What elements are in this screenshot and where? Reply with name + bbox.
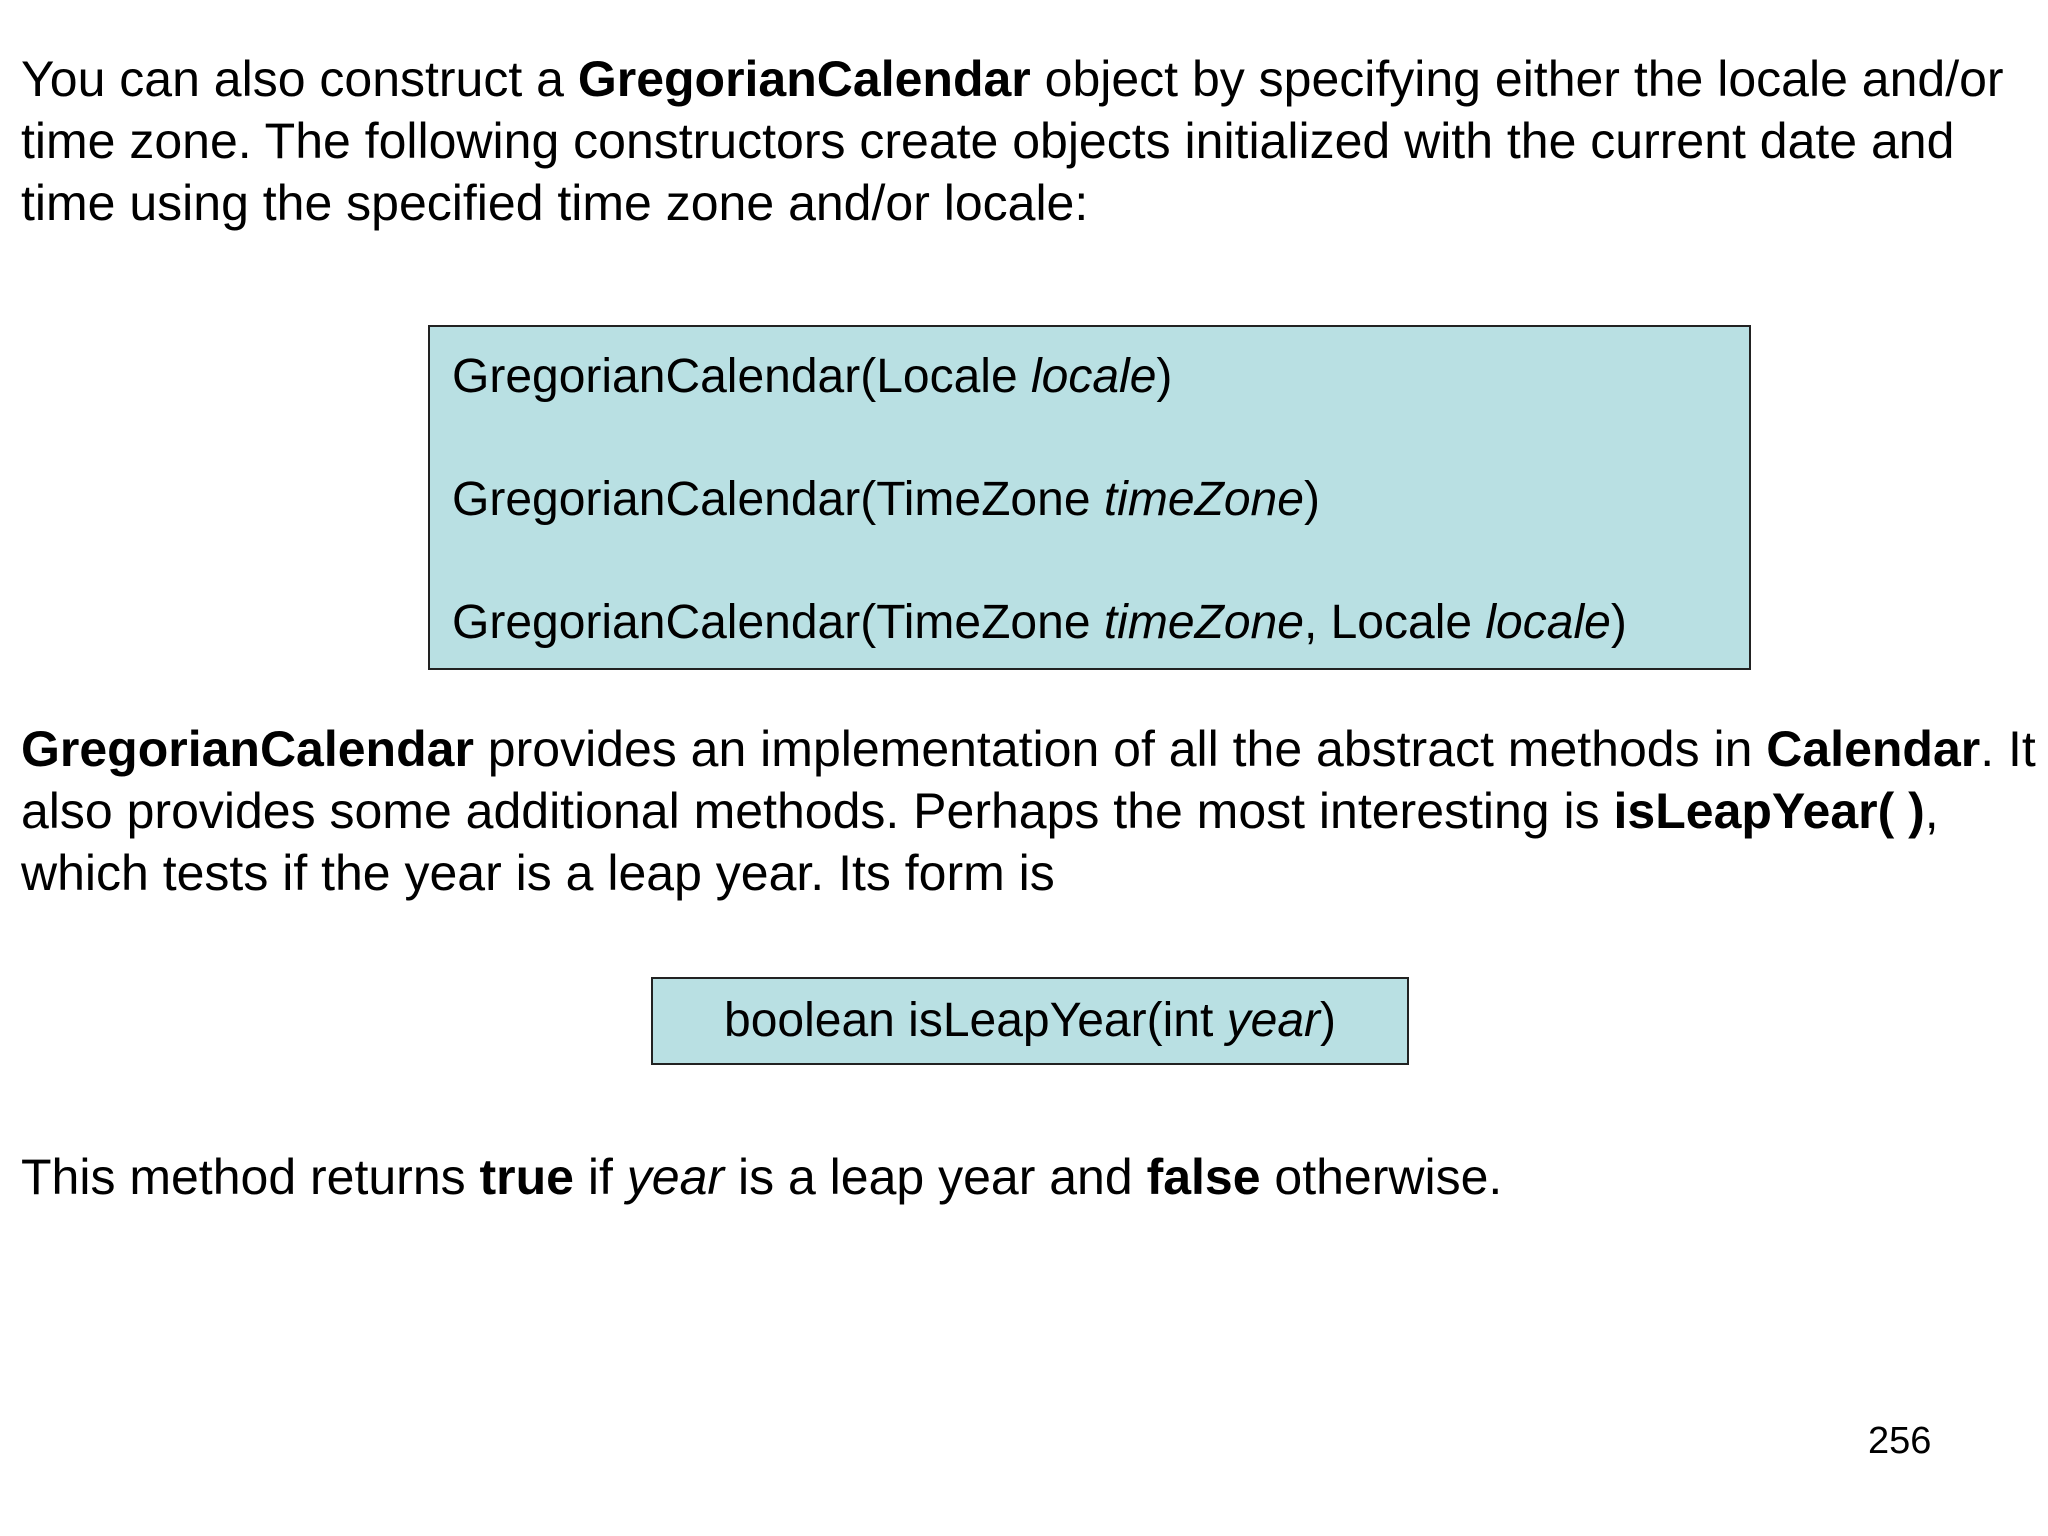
returns-text-1: This method returns xyxy=(21,1149,480,1205)
intro-text-1: You can also construct a xyxy=(21,51,578,107)
leap-signature-prefix: boolean isLeapYear(int xyxy=(724,994,1227,1047)
returns-text-3: is a leap year and xyxy=(724,1149,1147,1205)
leap-year-code-box xyxy=(651,977,1409,1065)
constructor-tzl-param-locale: locale xyxy=(1485,596,1611,649)
desc-method-name: isLeapYear( ) xyxy=(1613,783,1925,839)
intro-text-2: object by specifying either the locale and/or time zone. The following constructors create objects initialized with the current date and time using the specified time zone and/or locale: xyxy=(21,51,2004,231)
constructor-tzl-suffix: ) xyxy=(1610,596,1627,649)
desc-calendar: Calendar xyxy=(1766,721,1981,777)
constructor-tzl-param-timezone: timeZone xyxy=(1103,596,1304,649)
constructor-timezone-prefix: GregorianCalendar(TimeZone xyxy=(452,473,1104,526)
constructor-timezone-locale xyxy=(452,593,1749,653)
constructor-timezone-param: timeZone xyxy=(1103,473,1304,526)
constructor-timezone xyxy=(452,470,1749,530)
constructors-code-box xyxy=(428,325,1751,670)
constructor-tzl-prefix: GregorianCalendar(TimeZone xyxy=(452,596,1104,649)
desc-text-1: provides an implementation of all the abstract methods in xyxy=(473,721,1767,777)
leap-signature-suffix: ) xyxy=(1320,994,1336,1047)
page-number: 256 xyxy=(1868,1420,1932,1462)
returns-year: year xyxy=(626,1149,725,1205)
desc-class-name: GregorianCalendar xyxy=(21,721,474,777)
returns-paragraph xyxy=(21,1146,2038,1208)
constructor-locale xyxy=(452,347,1749,407)
returns-text-4: otherwise. xyxy=(1260,1149,1503,1205)
constructor-timezone-suffix: ) xyxy=(1303,473,1320,526)
constructor-locale-param: locale xyxy=(1031,350,1157,403)
desc-text-3: , which tests if the year is a leap year. Its form is xyxy=(21,783,1939,901)
returns-text-2: if xyxy=(574,1149,627,1205)
intro-paragraph xyxy=(21,48,2038,234)
desc-text-2: . It also provides some additional methods. Perhaps the most interesting is xyxy=(21,721,2036,839)
constructor-tzl-middle: , Locale xyxy=(1303,596,1486,649)
returns-true: true xyxy=(479,1149,574,1205)
constructor-locale-suffix: ) xyxy=(1156,350,1173,403)
leap-signature-param: year xyxy=(1226,994,1320,1047)
intro-class-name: GregorianCalendar xyxy=(577,51,1031,107)
constructor-locale-prefix: GregorianCalendar(Locale xyxy=(452,350,1031,403)
description-paragraph xyxy=(21,718,2038,904)
returns-false: false xyxy=(1146,1149,1261,1205)
